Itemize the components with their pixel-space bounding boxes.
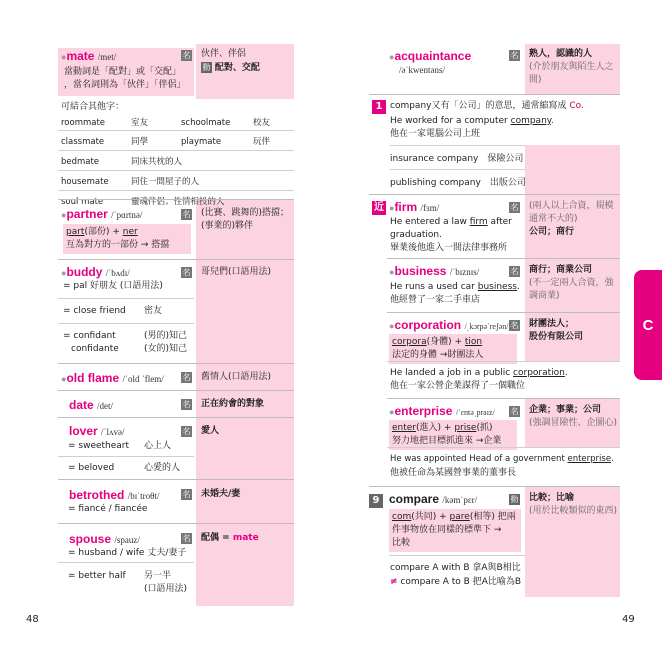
meaning: 哥兒們(口語用法) — [201, 267, 272, 277]
pos-tag: 名 — [182, 268, 191, 277]
page-number-right: 49 — [622, 614, 635, 625]
entry-partner — [58, 199, 294, 259]
headword-acquaintance: ●acquaintance — [389, 49, 472, 63]
meaning: 伙伴、伴侶 — [201, 49, 247, 59]
example-sentence: He landed a job in a public corporation. — [390, 368, 568, 378]
meaning: (兩人以上合資，規模 — [529, 201, 614, 211]
example-translation: 他在一家公營企業謀得了一個職位 — [390, 381, 526, 391]
page-number-left: 48 — [26, 614, 39, 625]
headword-buddy: ●buddy /ˈbʌdɪ/ — [61, 265, 130, 279]
headword-betrothed: betrothed /bɪˈtroθt/ — [69, 488, 160, 502]
example-sentence: He was appointed Head of a government enterprise. — [390, 454, 614, 464]
near-synonym-tag: 近 — [374, 202, 384, 213]
meaning: 舊情人(口語用法) — [201, 372, 272, 382]
meaning: (比賽、跳舞的)搭擋； — [201, 208, 290, 218]
pos-tag: 名 — [510, 203, 519, 212]
etymology-box: com(共同) + pare(相等) 把兩 件事物放在同樣的標準下 → 比較 — [389, 509, 521, 552]
section-tab-c[interactable]: C — [634, 270, 662, 380]
combo-row: bedmate 同床共枕的人 — [61, 157, 183, 167]
headword-compare: compare /kəmˈpɛr/ — [389, 492, 478, 506]
entry-buddy: ●buddy /ˈbʌdɪ/ 名 哥兒們(口語用法) = pal 好朋友 (口語用法) = close friend 密友 = confidant (男的)知己 confidante (女的)知己 — [58, 259, 294, 363]
combo-row: housemate 同住一間屋子的人 — [61, 177, 200, 187]
pos-tag: 名 — [182, 373, 191, 382]
synonym: = better half — [68, 571, 126, 581]
synonym: = husband / wife 丈夫/妻子 — [68, 548, 187, 558]
note-number-tag: 1 — [372, 100, 386, 114]
headword-date: date /det/ — [69, 398, 114, 412]
example-sentence: He entered a law firm after — [390, 217, 512, 227]
entry-mate — [58, 44, 294, 207]
headword-firm: ●firm /fɜm/ — [389, 200, 440, 214]
entry-enterprise: ●enterprise /ˈɛntəˌpraɪz/ 名 企業；事業；公司 (強調冒險性、企圖心) enter(進入) + prise(抓) 努力地把目標抓進來 →企業 He was appointed Head of a government enterprise. 他被任命為某國營事業的董事長 — [387, 398, 620, 486]
example-sentence: He worked for a computer company. — [390, 116, 554, 126]
usage-line: ≠ compare A to B 把A比喻為B — [390, 577, 522, 587]
pos-tag: 名 — [510, 51, 519, 60]
headword-old-flame: ●old flame /ˈold ˈflem/ — [61, 371, 164, 385]
headword-mate: ●mate /met/ — [61, 49, 117, 63]
right-page-column — [369, 44, 620, 596]
note-line: ，當名詞則為「伙伴」「伴侶」 — [64, 80, 186, 90]
example-translation: 他經營了一家二手車店 — [390, 295, 481, 305]
entry-lover: lover /ˈlʌvə/ 名 愛人 = sweetheart 心上人 = beloved 心愛的人 — [58, 417, 294, 479]
example-translation: 畢業後他進入一間法律事務所 — [390, 243, 508, 253]
left-page-column — [58, 44, 294, 598]
entry-corporation: ●corporation /ˌkɔrpəˈreʃən/ 名 財團法人； 股份有限公司 corpora(身體) + tion 法定的身體 →財團法人 He landed a job in a public corporation. 他在一家公營企業謀得了一個職位 — [387, 312, 620, 398]
example-translation: 他被任命為某國營事業的董事長 — [390, 468, 517, 478]
unit-number-tag: 9 — [369, 494, 383, 508]
pos-tag: 名 — [510, 267, 519, 276]
etymology-box: corpora(身體) + tion 法定的身體 →財團法人 — [389, 334, 517, 364]
pos-tag: 名 — [182, 400, 191, 409]
headword-partner: ●partner /ˈpɑrtnə/ — [61, 207, 143, 221]
meaning: 動 配對、交配 — [202, 63, 260, 73]
company-row: insurance company 保險公司 — [390, 154, 524, 164]
company-row: publishing company 出版公司 — [390, 178, 526, 188]
usage-line: compare A with B 拿A與B相比 — [390, 563, 521, 573]
synonym: confidante — [71, 344, 119, 354]
headword-lover: lover /ˈlʌvə/ — [69, 424, 125, 438]
entry-company-note — [369, 94, 620, 194]
pos-tag: 名 — [182, 51, 191, 60]
example-translation: 他在一家電腦公司上班 — [390, 129, 481, 139]
entry-business: ●business /ˈbɪznɪs/ 名 商行；商業公司 (不一定兩人合資，強 調商業) He runs a used car business. 他經營了一家二手車店 — [387, 258, 620, 312]
combo-row: roommate 室友 schoolmate 校友 — [61, 118, 271, 128]
note-line: company又有「公司」的意思，通常縮寫成 Co. — [390, 101, 584, 111]
pos-tag: 名 — [182, 210, 191, 219]
meaning: 正在約會的對象 — [201, 399, 265, 409]
etymology-box: part(部份) + ner 互為對方的一部份 → 搭擋 — [63, 224, 191, 254]
meaning: 企業；事業；公司 — [529, 405, 602, 415]
meaning: 比較；比喻 — [529, 493, 575, 503]
entry-spouse: spouse /spauz/ 名 配偶 = mate = husband / wife 丈夫/妻子 = better half 另一半 (口語用法) — [58, 523, 294, 598]
pos-tag: 名 — [510, 321, 519, 330]
example-sentence: He runs a used car business. — [390, 282, 520, 292]
pos-tag: 名 — [510, 407, 519, 416]
combo-title: 可結合其他字： — [61, 102, 125, 112]
meaning: (事業的)夥伴 — [201, 221, 254, 231]
meaning: 熟人，認識的人 — [529, 49, 593, 59]
combo-table — [58, 99, 294, 207]
combo-row: soul mate 靈魂伴侶；性情相投的人 — [61, 197, 225, 207]
entry-old-flame — [58, 363, 294, 390]
pos-tag: 動 — [510, 495, 519, 504]
headword-enterprise: ●enterprise /ˈɛntəˌpraɪz/ — [389, 404, 495, 418]
entry-firm: 近 ●firm /fɜm/ 名 (兩人以上合資，規模 通常不大的) 公司；商行 He entered a law firm after graduation. 畢業後他進入一間法律事務所 — [369, 194, 620, 258]
headword-corporation: ●corporation /ˌkɔrpəˈreʃən/ — [389, 318, 509, 332]
pos-tag: 名 — [182, 490, 191, 499]
headword-spouse: spouse /spauz/ — [69, 532, 140, 546]
pos-tag: 名 — [182, 427, 191, 436]
etymology-box: enter(進入) + prise(抓) 努力地把目標抓進來 →企業 — [389, 420, 517, 450]
meaning: 愛人 — [201, 426, 220, 436]
meaning: 財團法人； — [529, 319, 575, 329]
meaning: 商行；商業公司 — [529, 265, 593, 275]
entry-compare: 9 compare /kəmˈpɛr/ 動 比較；比喻 (用於比較類似的東西) com(共同) + pare(相等) 把兩 件事物放在同樣的標準下 → 比較 compare A with B 拿A與B相比 ≠ compare A to B 把A比喻為B — [369, 486, 620, 596]
combo-row: classmate 同學 playmate 玩伴 — [61, 137, 271, 147]
entry-date — [58, 390, 294, 417]
meaning: 配偶 = mate — [201, 533, 259, 543]
headword-business: ●business /ˈbɪznɪs/ — [389, 264, 480, 278]
synonym: = fiancé / fiancée — [68, 504, 148, 514]
verb-tag: 動 — [202, 63, 211, 72]
note-line: 當動詞是「配對」或「交配」 — [64, 67, 182, 77]
synonym: = pal 好朋友 (口語用法) — [63, 281, 163, 291]
ipa: /əˈkwentəns/ — [399, 65, 445, 75]
synonym: = confidant — [63, 331, 116, 341]
synonym: = sweetheart — [68, 441, 130, 451]
meaning: 未婚夫/妻 — [201, 489, 241, 499]
synonym: = beloved — [68, 463, 115, 473]
entry-betrothed — [58, 479, 294, 523]
synonym: = close friend — [63, 306, 126, 316]
pos-tag: 名 — [182, 534, 191, 543]
entry-acquaintance: ●acquaintance /əˈkwentəns/ 名 熟人，認識的人 (介於朋友與陌生人之 間) — [369, 44, 620, 94]
